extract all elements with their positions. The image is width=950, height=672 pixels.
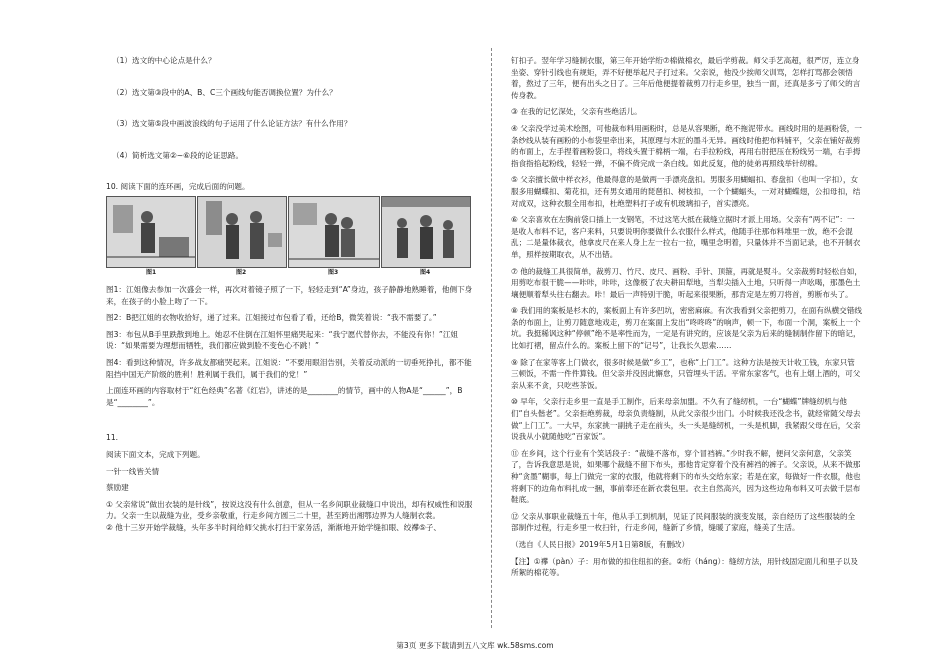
comic-panel-3 (288, 196, 380, 268)
right-column (511, 55, 862, 579)
essay-paragraph-5: ⑤ 父亲擅长做中样衣衫，他最得意的是做两一手漂亮盘扣。男服多用蝴蝠扣、春盘扣（也叫一字扣），女服多用蝴蝶扣、菊花扣，还有男女通用的琵琶扣、树枝扣，一个个蝴蝠头，一对对蝴蝶翅，公扣母扣，结对成双，这种衣服全用布扣，杜绝塑料打子或有机玻璃扣子，首实漂亮。 (511, 175, 861, 208)
essay-paragraph-10: ⑩ 早年，父亲行走乡里一直是手工制作，后来母亲加盟。不久有了缝纫机，一台“蝴蝶”牌缝纫机与他们“自头偕老”。父亲拒绝剪裁，母亲负责缝制，从此父亲很少出门。小时候我还没念书，就经常随父母去做“上门工”。一大早，东家挑一副挑子走在前头，头一头是缝纫机，一头是机脚，我紧跟父母在后，父亲说我从小就随他吃“百家饭”。 (511, 397, 861, 442)
panel-label-1: 图1 (146, 268, 157, 276)
column-divider (491, 48, 492, 628)
fig2-caption: 图2：B把江姐的衣物收拾好，递了过来。江姐接过布包看了看，还给B，微笑着说：“我不需要了。” (106, 313, 437, 323)
comic-strip (106, 196, 474, 278)
panel-label-4: 图4 (420, 268, 431, 276)
essay-paragraph-11: ⑪ 在乡间，这个行业有个笑话段子：“裁缝不落布，穿个冒裆裤。”少时我不解，便问父亲何意，父亲笑了，告诉我意思是说，如果哪个裁缝不留下布头，那他肯定穿着个没有裤裆的裤子。父亲说，从来不做那种“贪墨”糊事，每上门做完一家的衣服，他就将剩下的布头交给东家；若是在家，每做好一件衣服，他也将剩下的边角布料扎成一捆，事前奉还在新衣裳包里。衣主自然高兴，因为这些边角布料又可去做千层布鞋底。 (511, 448, 861, 505)
essay-paragraph-8: ⑧ 我们用的案板是杉木的，案板面上有许多凹坑，密密麻麻。有次我看到父亲把剪刀，在面有纵横交错线条的布面上，让剪刀随意地戏走，剪刀在案面上发出“咚咚咚”的响声，顿一下，布面一个洞，案板上一个坑。我挺稀讽这种“停顿”绝不是率性而为，一定是有讲究的，应该是父亲为后来的缝制制作留下的暗记，比如打褶，留点什么的。案板上留下的“记号”，让我长久思索…… (511, 306, 862, 351)
essay-paragraph-12: ⑫ 父亲从事职业裁缝五十年，他从手工到机制，见证了民间服装的演变发展，亲自经历了这些服装的全部制作过程，行走乡里一枚扫针，行走乡间，缝新了乡情，缝暖了家庭，缝美了生活。 (511, 511, 856, 533)
fig1-caption: 图1：江姐像去参加一次盛会一样，再次对着镜子照了一下，轻轻走到“A”身边，孩子静静地熟睡着，他侧下身来，在孩子的小脸上吻了一下。 (106, 284, 473, 306)
fig-question: 上面连环画的内容取材于“红色经典”名著《红岩》，讲述的是________的情节，画中的人物A是“______”，B是“________”。 (106, 386, 463, 407)
essay-paragraph-3: ③ 在我的记忆深处，父亲有些绝活儿。 (511, 107, 642, 117)
question-2: （2）选文第③段中的A、B、C三个画线句能否调换位置？为什么？ (112, 87, 337, 97)
essay-paragraph-2: ② 他十三岁开始学裁缝，头年多半时间给师父挑水打扫干家务活，渐渐地开始学缝扣眼、绞襻⑤子、 (106, 522, 441, 532)
question-11-number: 11. (106, 433, 119, 443)
question-10-title: 10. 阅读下面的连环画，完成后面的问题。 (106, 182, 250, 192)
left-column (106, 55, 474, 533)
question-11-title: 阅读下面文本，完成下列题。 (106, 449, 205, 459)
panel-label-2: 图2 (236, 268, 247, 276)
comic-panel-4 (381, 196, 471, 268)
comic-panel-1 (106, 196, 196, 268)
fig3-caption: 图3：布包从B手里跌散到地上。她忍不住倒在江姐怀里痛哭起来：“我宁愿代替你去，不能没有你！”江姐说：“如果需要为理想而牺牲，我们都应做到脸不变色心不跳！” (106, 329, 459, 351)
question-3: （3）选文第⑤段中画波浪线的句子运用了什么论证方法？有什么作用？ (112, 119, 352, 129)
question-1: （1）选文的中心论点是什么？ (112, 56, 216, 65)
essay-title: 一针一线皆关情 (106, 466, 160, 476)
essay-note: 【注】①襻（pàn）子：用布做的扣住纽扣的套。②绗（háng）：缝纫方法，用针线固定面儿和里子以及所絮的棉花等。 (511, 556, 858, 578)
question-4: （4）简析选文第②~⑥段的论证思路。 (112, 150, 244, 160)
essay-paragraph-7: ⑦ 他的裁缝工具很简单，裁剪刀、竹尺、皮尺、画粉、手针、顶箍，再就是熨斗。父亲裁剪时轻松自如，用剪吃布很干脆——咔咔，咔咔，这像极了农夫耕田犁地，当犁尖插入土地，只听得一声吆喝，那墨色土壤便顺着犁头往右翻去。咔！最后一声特别干脆，听起来很果断，那肯定是左剪刀将首，剪断布头了。 (511, 266, 862, 299)
essay-paragraph-4: ④ 父亲没学过美术绘图，可他裁布料用画粉时，总是从容果断，绝不拖泥带水。画线时用的是画粉袋，一条纱线从装有画粉的小布袋里牵出来，其原理与木匠的墨斗无异。画线时他把布料铺平，父亲在铺好裁剪的布面上，左手捏着画粉袋口，将线头置于棉柄一端，右手拉粉线，再用右肘把压在粉线另一端，右手拇指食指掐起粉线，轻轻一弹，不偏不倚完成一条白线。如此反复，他的徒弟再照线举针纫棉。 (511, 123, 862, 168)
comic-panel-2 (197, 196, 287, 268)
panel-label-3: 图3 (328, 268, 339, 276)
essay-paragraph-2-cont: 钉扣子。翌年学习缝制衣服，第三年开始学绗⑦棉做棉衣，最后学剪裁。师父手艺高超，很严厉，连立身坐姿、穿针引线也有规矩，弄不好便举起尺子打过来。父亲说，他没少挨师父训骂，怎样打骂都会领悟着，熬过了三年，便有出头之日了。三年后他便提着裁剪刀行走乡里，独当一面，还真是多亏了师父的言传身教。 (511, 56, 861, 100)
essay-paragraph-1: ① 父亲常说“做出衣装的是针线”，按说这没有什么创意，但从一名乡间职业裁缝口中说出，却有权威性和说服力。父亲一生以裁缝为业，受乡亲敬重，行走乡间方圆三二十里，甚至跨出湘鄂边界为人缝制衣裳。 (106, 499, 473, 521)
essay-author: 蔡励建 (106, 483, 129, 493)
fig4-caption: 图4：看到这种情况，许多战友都痛哭起来。江姐说：“不要用眼泪告别，关着反动派的一切垂死挣扎，都不能阻挡中国无产阶级的胜利！胜利属于我们，属于我们的党！” (106, 357, 472, 379)
essay-paragraph-6: ⑥ 父亲喜欢在左胸前袋口插上一支钢笔，不过这笔大抵在裁缝立据时才派上用场。父亲有“两不记”：一是收人布料不记，客户来料，只要说明你要做什么衣服什么样式，他随手往那布料堆里一放，绝不会混乱；二是量体裁衣，他拿皮尺在来人身上左一拉右一拉，嘴里念明着，只量体并不当面记录，也不开制衣单，照样按期取衣，从不出错。 (511, 215, 861, 259)
essay-paragraph-9: ⑨ 除了在家等客上门做衣，很多时候是做“乡工”，也称“上门工”。这种方法是按天计收工钱，东家只管三顿饭，不需一件件算钱。但父亲并没因此懈怠，只管埋头干活。平常东家客气，也有上烟上酒的，可父亲从来不贪，只吃些茶饭。 (511, 357, 861, 390)
page-footer: 第3页 更多下载请到五八文库 wk.58sms.com (396, 641, 554, 650)
essay-source: （选自《人民日报》2019年5月1日第8版，有删改） (511, 539, 690, 549)
